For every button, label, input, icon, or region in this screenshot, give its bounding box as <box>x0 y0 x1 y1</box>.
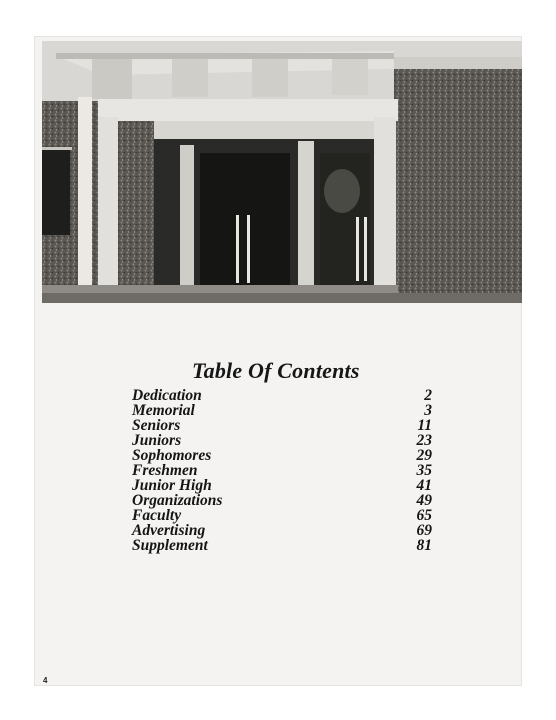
toc-page: 2 <box>424 387 432 404</box>
toc-row <box>132 403 432 418</box>
toc-label: Sophomores <box>132 447 212 464</box>
toc-page: 11 <box>417 417 432 434</box>
toc-row <box>132 538 432 553</box>
page-number: 4 <box>43 676 48 685</box>
toc-label: Junior High <box>132 477 212 494</box>
toc-label: Seniors <box>132 417 181 434</box>
toc-row <box>132 493 432 508</box>
toc-label: Dedication <box>132 387 202 404</box>
toc-page: 23 <box>416 432 432 449</box>
toc-row <box>132 388 432 403</box>
toc-label: Faculty <box>132 507 182 524</box>
toc-label: Juniors <box>132 432 182 449</box>
toc-row <box>132 433 432 448</box>
toc-row <box>132 523 432 538</box>
toc-page: 29 <box>416 447 432 464</box>
toc-title: Table Of Contents <box>192 358 360 383</box>
toc-label: Freshmen <box>132 462 198 479</box>
toc-label: Advertising <box>132 522 206 539</box>
building-entrance-photo <box>42 41 522 303</box>
toc-row <box>132 418 432 433</box>
toc-label: Supplement <box>132 537 208 554</box>
toc-label: Memorial <box>132 402 195 419</box>
toc-row <box>132 448 432 463</box>
toc-page: 35 <box>416 462 432 479</box>
toc-page: 49 <box>416 492 432 509</box>
entrance-illustration <box>42 41 522 303</box>
toc-page: 69 <box>416 522 432 539</box>
toc-row <box>132 508 432 523</box>
toc-row <box>132 463 432 478</box>
toc-row <box>132 478 432 493</box>
toc-label: Organizations <box>132 492 223 509</box>
toc-page: 3 <box>424 402 432 419</box>
toc-page: 41 <box>416 477 432 494</box>
toc-page: 65 <box>416 507 432 524</box>
toc-entries <box>132 388 432 553</box>
toc-page: 81 <box>416 537 432 554</box>
